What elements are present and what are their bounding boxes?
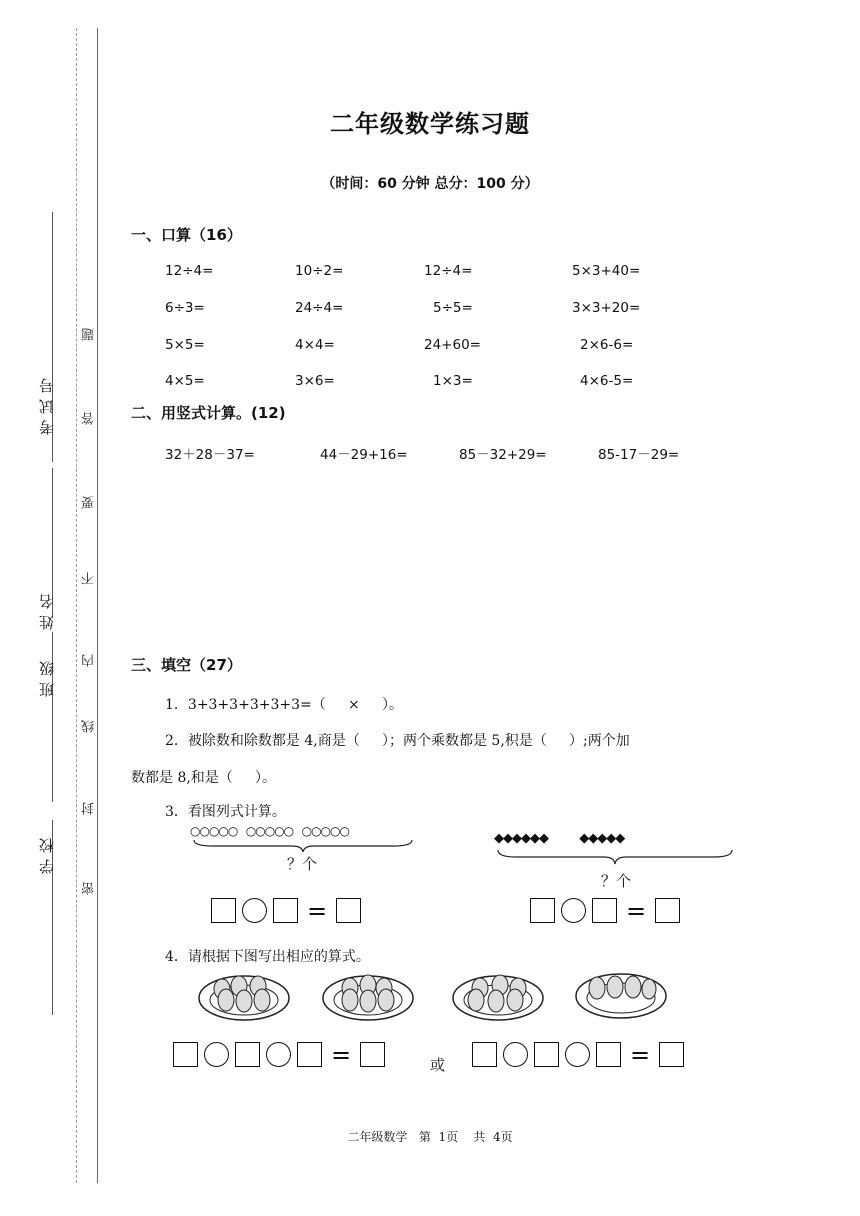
calc-item: 10÷2=: [295, 263, 344, 279]
page-title: 二年级数学练习题: [330, 110, 530, 138]
operator-circle[interactable]: [204, 1042, 229, 1067]
plate-of-fruit: [573, 968, 673, 1024]
plate-of-fruit: [320, 970, 420, 1026]
question-3: 3．看图列式计算。: [165, 804, 286, 820]
section3-heading: 三、填空（27）: [131, 656, 242, 674]
section1-heading: 一、口算（16）: [131, 226, 242, 244]
equation-option-1: [173, 1042, 385, 1067]
left-equation: [211, 898, 361, 923]
calc-item: 24+60=: [424, 337, 481, 353]
equation-option-2: [472, 1042, 684, 1067]
answer-box[interactable]: [534, 1042, 559, 1067]
question-2-line2: 数都是 8,和是（ ）。: [131, 770, 277, 786]
calc-item: 12÷4=: [424, 263, 473, 279]
answer-box[interactable]: [592, 898, 617, 923]
class-label: 班级: [38, 655, 56, 697]
seal-char: 线: [82, 720, 97, 733]
calc-item: 3×3+20=: [572, 300, 641, 316]
calc-item: 4×6-5=: [580, 373, 634, 389]
answer-box[interactable]: [655, 898, 680, 923]
calc-item: 4×5=: [165, 373, 205, 389]
vertical-calc-item: 85－32+29=: [459, 447, 547, 463]
answer-box[interactable]: [472, 1042, 497, 1067]
equals-sign: =: [630, 1040, 651, 1069]
answer-box[interactable]: [530, 898, 555, 923]
calc-item: 6÷3=: [165, 300, 205, 316]
vertical-calc-item: 44－29+16=: [320, 447, 408, 463]
page-footer: 二年级数学 第 1页 共 4页: [347, 1130, 513, 1144]
answer-box[interactable]: [596, 1042, 621, 1067]
diamond-groups: ◆◆◆◆◆◆ ◆◆◆◆◆: [494, 831, 625, 846]
section2-heading: 二、用竖式计算。(12): [131, 404, 286, 422]
seal-char: 封: [82, 802, 97, 815]
page-subtitle: （时间：60 分钟 总分：100 分）: [321, 176, 539, 192]
or-label: 或: [430, 1056, 446, 1074]
calc-item: 3×6=: [295, 373, 335, 389]
name-label: 姓名: [38, 588, 56, 630]
binding-solid-line: [97, 28, 98, 1183]
left-question-label: ？个: [287, 855, 318, 873]
answer-box[interactable]: [360, 1042, 385, 1067]
right-brace: [496, 848, 736, 866]
operator-circle[interactable]: [565, 1042, 590, 1067]
school-label: 学校: [38, 832, 56, 874]
right-question-label: ？个: [601, 872, 632, 890]
calc-item: 5×3+40=: [572, 263, 641, 279]
seal-char: 不: [82, 572, 97, 585]
calc-item: 5÷5=: [433, 300, 473, 316]
question-1: 1．3+3+3+3+3+3=（ × ）。: [165, 697, 403, 713]
operator-circle[interactable]: [561, 898, 586, 923]
seal-char: 内: [82, 654, 97, 667]
circle-groups: ○○○○○ ○○○○○ ○○○○○: [190, 824, 349, 838]
answer-box[interactable]: [211, 898, 236, 923]
answer-box[interactable]: [235, 1042, 260, 1067]
answer-box[interactable]: [297, 1042, 322, 1067]
question-2-line1: 2．被除数和除数都是 4,商是（ ）；两个乘数都是 5,积是（ ）;两个加: [165, 733, 630, 749]
equals-sign: =: [307, 896, 328, 925]
right-equation: [530, 898, 680, 923]
operator-circle[interactable]: [266, 1042, 291, 1067]
answer-box[interactable]: [659, 1042, 684, 1067]
calc-item: 1×3=: [433, 373, 473, 389]
exam-number-label: 考试号: [38, 372, 56, 435]
seal-char: 密: [82, 882, 97, 895]
calc-item: 4×4=: [295, 337, 335, 353]
calc-item: 2×6-6=: [580, 337, 634, 353]
left-brace: [192, 838, 414, 854]
vertical-calc-item: 32＋28－37=: [165, 447, 255, 463]
answer-box[interactable]: [336, 898, 361, 923]
equals-sign: =: [626, 896, 647, 925]
operator-circle[interactable]: [503, 1042, 528, 1067]
seal-char: 题: [82, 328, 97, 341]
binding-dashed-line: [76, 28, 77, 1183]
operator-circle[interactable]: [242, 898, 267, 923]
vertical-calc-item: 85-17－29=: [598, 447, 680, 463]
answer-box[interactable]: [273, 898, 298, 923]
seal-char: 答: [82, 412, 97, 425]
equals-sign: =: [331, 1040, 352, 1069]
plate-of-fruit: [450, 970, 550, 1026]
calc-item: 5×5=: [165, 337, 205, 353]
plate-of-fruit: [196, 970, 296, 1026]
question-4: 4．请根据下图写出相应的算式。: [165, 949, 370, 965]
calc-item: 12÷4=: [165, 263, 214, 279]
calc-item: 24÷4=: [295, 300, 344, 316]
answer-box[interactable]: [173, 1042, 198, 1067]
seal-char: 要: [82, 496, 97, 509]
